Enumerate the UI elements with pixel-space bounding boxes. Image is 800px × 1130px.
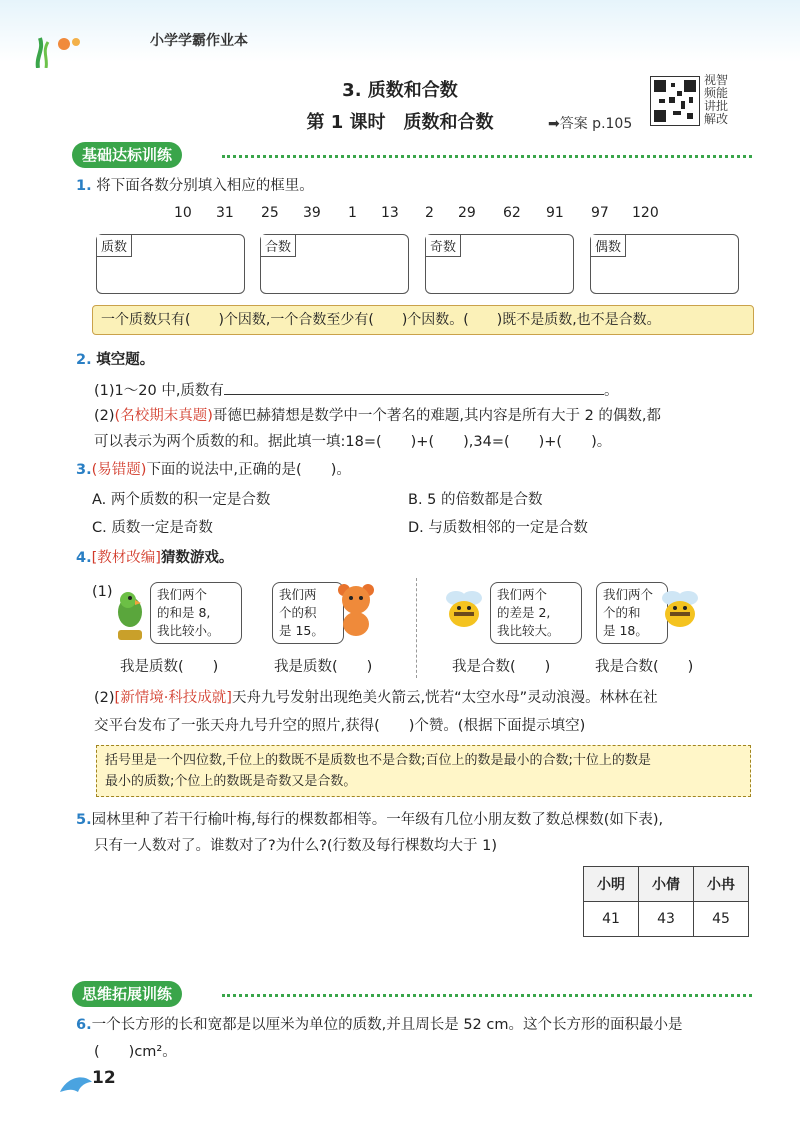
answer-box-even[interactable]: 偶数 bbox=[590, 234, 739, 294]
question-1 bbox=[76, 176, 314, 196]
q4-part-2-line2: 交平台发布了一张天舟九号升空的照片,获得( )个赞。(根据下面提示填空) bbox=[94, 718, 586, 734]
number-item: 13 bbox=[381, 205, 399, 221]
answer-4[interactable]: 我是合数( ) bbox=[595, 659, 694, 675]
q4-part-2: (2)[新情境·科技成就]天舟九号发射出现绝美火箭云,恍若“太空水母”灵动浪漫。林林在社 bbox=[94, 690, 658, 706]
option-c[interactable]: C. 质数一定是奇数 bbox=[92, 520, 213, 536]
seaweed-decoration-icon bbox=[30, 28, 110, 68]
hint-box bbox=[96, 745, 751, 797]
question-3: 3.(易错题)下面的说法中,正确的是( )。 bbox=[76, 462, 351, 478]
question-number: 1. bbox=[76, 178, 92, 194]
lesson-title: 第 1 课时 质数和合数 bbox=[306, 112, 494, 133]
tag-error-prone: (易错题) bbox=[91, 462, 147, 478]
number-item: 29 bbox=[458, 205, 476, 221]
table-cell: 41 bbox=[584, 902, 639, 937]
hint-text: 括号里是一个四位数,千位上的数既不是质数也不是合数;百位上的数是最小的合数;十位上的数是 最小的质数;个位上的数既是奇数又是合数。 bbox=[105, 753, 651, 789]
answer-2[interactable]: 我是质数( ) bbox=[274, 659, 373, 675]
number-item: 91 bbox=[546, 205, 564, 221]
answer-box-prime[interactable]: 质数 bbox=[96, 234, 245, 294]
number-item: 1 bbox=[348, 205, 357, 221]
number-item: 120 bbox=[632, 205, 659, 221]
answer-3[interactable]: 我是合数( ) bbox=[452, 659, 551, 675]
question-5-line2: 只有一人数对了。谁数对了?为什么?(行数及每行棵数均大于 1) bbox=[94, 838, 498, 854]
answer-box-odd[interactable]: 奇数 bbox=[425, 234, 574, 294]
page-number: 12 bbox=[92, 1068, 116, 1088]
divider-dashed bbox=[416, 578, 417, 678]
q1-note-strip bbox=[92, 305, 754, 335]
number-item: 62 bbox=[503, 205, 521, 221]
question-2: 2. 填空题。 bbox=[76, 352, 155, 368]
qr-caption: 视智 频能 讲批 解改 bbox=[704, 73, 729, 126]
speech-bubble-1: 我们两个 的和是 8, 我比较小。 bbox=[150, 582, 242, 644]
tag-exam: (名校期末真题) bbox=[114, 408, 213, 424]
answer-reference: ➡答案 p.105 bbox=[548, 116, 633, 132]
section-label-basic: 基础达标训练 bbox=[72, 142, 182, 168]
tag-textbook: [教材改编] bbox=[91, 550, 161, 566]
table-cell: 45 bbox=[694, 902, 749, 937]
tag-new-scenario: [新情境·科技成就] bbox=[114, 690, 232, 706]
q2-part-2-line2: 可以表示为两个质数的和。据此填一填:18=( )+( ),34=( )+( )。 bbox=[94, 434, 612, 450]
speech-bubble-4: 我们两个 个的和 是 18。 bbox=[596, 582, 668, 644]
table-header-row bbox=[584, 867, 749, 902]
number-item: 39 bbox=[303, 205, 321, 221]
table-header: 小明 bbox=[584, 867, 639, 902]
question-5: 5.园林里种了若干行榆叶梅,每行的棵数都相等。一年级有几位小朋友数了数总棵数(如下表), bbox=[76, 812, 664, 828]
number-item: 31 bbox=[216, 205, 234, 221]
parrot-icon bbox=[108, 588, 152, 644]
answer-box-composite[interactable]: 合数 bbox=[260, 234, 409, 294]
bear-icon bbox=[336, 582, 376, 636]
table-row bbox=[584, 902, 749, 937]
option-d[interactable]: D. 与质数相邻的一定是合数 bbox=[408, 520, 588, 536]
q2-blank-line[interactable] bbox=[224, 380, 604, 395]
bee-icon bbox=[440, 588, 488, 632]
chapter-title: 3. 质数和合数 bbox=[342, 80, 458, 101]
q2-part-1: (1)1～20 中,质数有 。 bbox=[94, 380, 618, 401]
count-table bbox=[583, 866, 749, 937]
speech-bubble-3: 我们两个 的差是 2, 我比较大。 bbox=[490, 582, 582, 644]
answer-1[interactable]: 我是质数( ) bbox=[120, 659, 219, 675]
section-banner-extended bbox=[72, 981, 752, 1009]
q4-part-1-label: (1) bbox=[92, 584, 113, 600]
q1-note-text: 一个质数只有( )个因数,一个合数至少有( )个因数。( )既不是质数,也不是合数。 bbox=[101, 312, 661, 328]
number-item: 97 bbox=[591, 205, 609, 221]
number-item: 25 bbox=[261, 205, 279, 221]
qr-code-icon[interactable] bbox=[650, 76, 700, 126]
series-title: 小学学霸作业本 bbox=[150, 33, 248, 49]
dolphin-icon bbox=[58, 1070, 94, 1100]
question-6-line2: ( )cm²。 bbox=[94, 1044, 177, 1060]
section-label-extended: 思维拓展训练 bbox=[72, 981, 182, 1007]
option-a[interactable]: A. 两个质数的积一定是合数 bbox=[92, 492, 271, 508]
number-item: 10 bbox=[174, 205, 192, 221]
q2-part-2: (2)(名校期末真题)哥德巴赫猜想是数学中一个著名的难题,其内容是所有大于 2 的偶数,都 bbox=[94, 408, 662, 424]
table-header: 小倩 bbox=[639, 867, 694, 902]
table-header: 小冉 bbox=[694, 867, 749, 902]
section-banner-basic bbox=[72, 142, 752, 170]
table-cell: 43 bbox=[639, 902, 694, 937]
bee-icon bbox=[656, 588, 704, 632]
header-band bbox=[0, 0, 800, 62]
question-4: 4.[教材改编]猜数游戏。 bbox=[76, 550, 234, 566]
number-item: 2 bbox=[425, 205, 434, 221]
speech-bubble-2: 我们两 个的积 是 15。 bbox=[272, 582, 344, 644]
question-6: 6.一个长方形的长和宽都是以厘米为单位的质数,并且周长是 52 cm。这个长方形的面积最小是 bbox=[76, 1017, 683, 1033]
option-b[interactable]: B. 5 的倍数都是合数 bbox=[408, 492, 543, 508]
question-text: 将下面各数分别填入相应的框里。 bbox=[96, 178, 314, 194]
